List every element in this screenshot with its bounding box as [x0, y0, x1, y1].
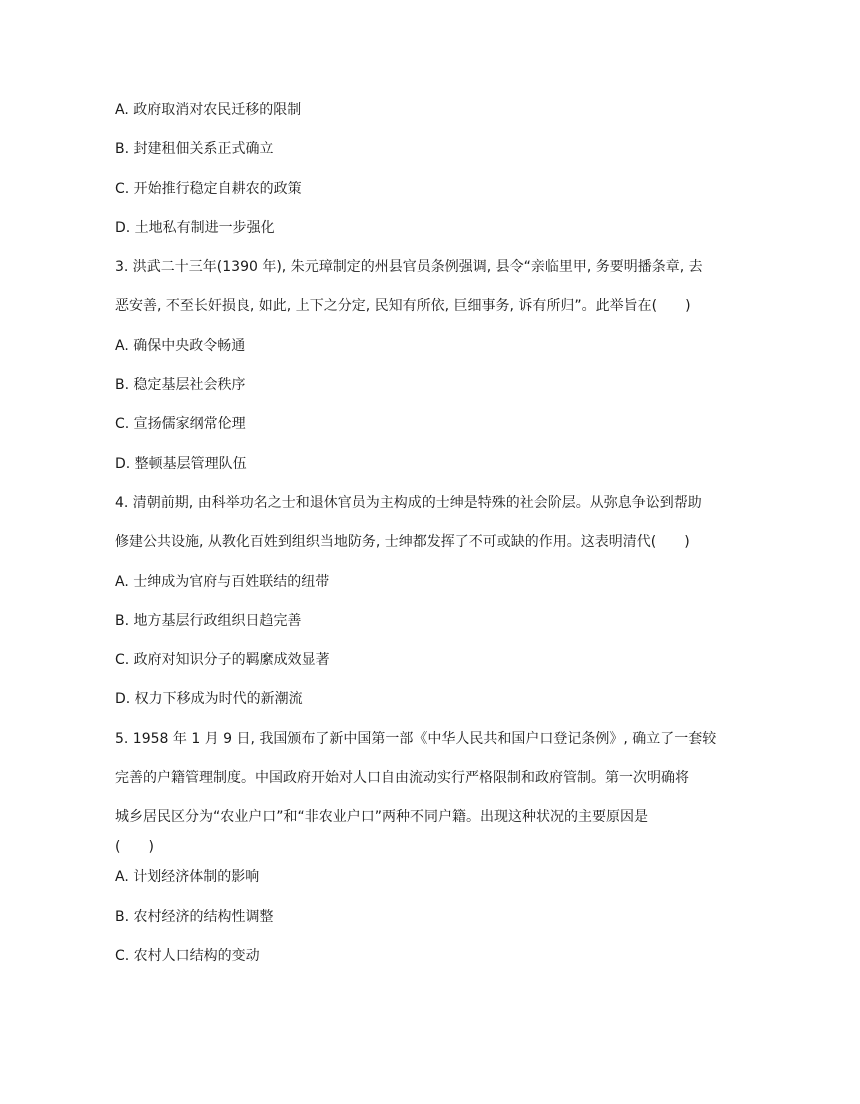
- option-2-b: B. 封建租佃关系正式确立: [115, 141, 274, 158]
- option-2-d: D. 土地私有制进一步强化: [115, 219, 275, 236]
- option-4-d: D. 权力下移成为时代的新潮流: [115, 691, 303, 708]
- option-5-a: A. 计划经济体制的影响: [115, 869, 260, 886]
- question-5-stem-line-2: 完善的户籍管理制度。中国政府开始对人口自由流动实行严格限制和政府管制。第一次明确将: [115, 770, 689, 787]
- question-content: [115, 99, 745, 984]
- question-4-stem-line-2: 修建公共设施, 从教化百姓到组织当地防务, 士绅都发挥了不可或缺的作用。这表明清代( ): [115, 534, 690, 551]
- option-5-b: B. 农村经济的结构性调整: [115, 908, 274, 925]
- question-3-stem-line-2: 恶安善, 不至长奸损良, 如此, 上下之分定, 民知有所依, 巨细事务, 诉有所归”。此举旨在( ): [115, 298, 691, 315]
- option-5-c: C. 农村人口结构的变动: [115, 947, 260, 964]
- option-2-a: A. 政府取消对农民迁移的限制: [115, 102, 302, 118]
- option-3-a: A. 确保中央政令畅通: [115, 337, 246, 354]
- question-5-answer-blank: ( ): [115, 839, 154, 856]
- option-4-c: C. 政府对知识分子的羁縻成效显著: [115, 652, 330, 669]
- question-5-stem-line-1: 5. 1958 年 1 月 9 日, 我国颁布了新中国第一部《中华人民共和国户口登记条例》, 确立了一套较: [115, 730, 717, 747]
- question-3-stem-line-1: 3. 洪武二十三年(1390 年), 朱元璋制定的州县官员条例强调, 县令“亲临里甲, 务要明播条章, 去: [115, 259, 703, 276]
- option-4-a: A. 士绅成为官府与百姓联结的纽带: [115, 573, 330, 590]
- option-3-d: D. 整顿基层管理队伍: [115, 455, 247, 472]
- option-3-c: C. 宣扬儒家纲常伦理: [115, 416, 246, 433]
- option-2-c: C. 开始推行稳定自耕农的政策: [115, 180, 302, 197]
- option-4-b: B. 地方基层行政组织日趋完善: [115, 612, 302, 629]
- option-3-b: B. 稳定基层社会秩序: [115, 377, 246, 394]
- question-4-stem-line-1: 4. 清朝前期, 由科举功名之士和退休官员为主构成的士绅是特殊的社会阶层。从弥息争讼到帮助: [115, 494, 702, 511]
- question-5-stem-line-3: 城乡居民区分为“农业户口”和“非农业户口”两种不同户籍。出现这种状况的主要原因是: [115, 809, 649, 826]
